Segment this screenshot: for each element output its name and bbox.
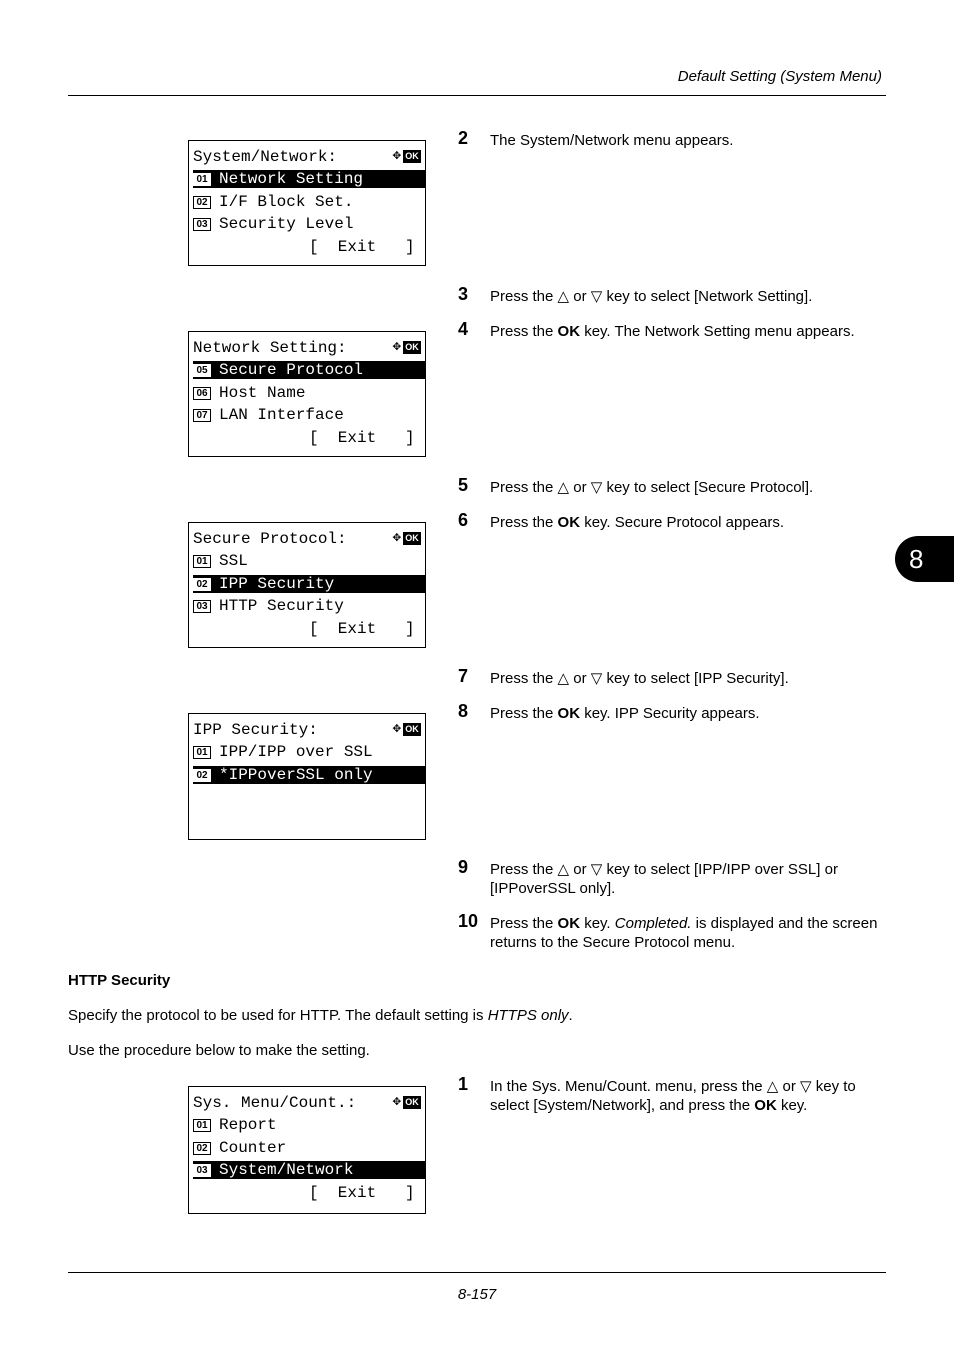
step-number: 7	[458, 666, 469, 686]
item-number-badge: 02	[193, 578, 211, 591]
lcd-screen-secure-protocol	[188, 522, 426, 648]
step-text: The System/Network menu appears.	[490, 132, 734, 149]
step-text: Press the △ or ▽ key to select [IPP Security].	[490, 670, 789, 687]
screen-menu-item	[193, 766, 425, 784]
screen-title: Secure Protocol:	[193, 530, 347, 548]
four-way-arrow-icon: ✥	[392, 1094, 401, 1110]
item-label: IPP/IPP over SSL	[219, 743, 373, 761]
item-label: LAN Interface	[219, 406, 344, 424]
item-number-badge: 01	[193, 173, 211, 186]
item-number-badge: 03	[193, 600, 211, 613]
step-number: 4	[458, 319, 469, 339]
header-rule	[68, 95, 886, 96]
step-text: Press the △ or ▽ key to select [Secure Protocol].	[490, 479, 814, 496]
item-label: Report	[219, 1116, 277, 1134]
ok-key-icon: OK	[403, 341, 421, 354]
page-number: 8-157	[457, 1286, 497, 1303]
item-label: I/F Block Set.	[219, 192, 354, 211]
item-number-badge: 07	[193, 409, 211, 422]
screen-menu-item	[193, 361, 425, 379]
exit-softkey: [ Exit ]	[309, 429, 415, 447]
footer-rule	[68, 1272, 886, 1273]
ok-key-icon: OK	[403, 532, 421, 545]
item-number-badge: 01	[193, 746, 211, 759]
item-number-badge: 01	[193, 1119, 211, 1132]
section-paragraph-2: Use the procedure below to make the setting.	[68, 1042, 370, 1059]
item-label: System/Network	[219, 1161, 354, 1179]
four-way-arrow-icon: ✥	[392, 530, 401, 546]
lcd-screen-ipp-security	[188, 713, 426, 840]
step-number: 9	[458, 857, 469, 877]
screen-menu-item	[193, 384, 425, 402]
step-text: In the Sys. Menu/Count. menu, press the △ or ▽ key to select [System/Network], and press the OK key.	[490, 1078, 856, 1114]
exit-softkey: [ Exit ]	[309, 238, 415, 256]
screen-menu-item	[193, 597, 425, 615]
screen-title: IPP Security:	[193, 721, 318, 739]
step-number: 1	[458, 1074, 469, 1094]
screen-menu-item	[193, 406, 425, 424]
item-label: Host Name	[219, 383, 306, 402]
item-number-badge: 03	[193, 1164, 211, 1177]
screen-menu-item	[193, 1116, 425, 1134]
screen-menu-item	[193, 575, 425, 593]
ok-key-icon: OK	[403, 1096, 421, 1109]
item-number-badge: 05	[193, 364, 211, 377]
item-number-badge: 02	[193, 1142, 211, 1155]
screen-menu-item	[193, 1139, 425, 1157]
item-label: SSL	[219, 552, 248, 570]
section-heading: HTTP Security	[68, 972, 171, 989]
screen-menu-item	[193, 215, 425, 233]
step-number: 5	[458, 475, 469, 495]
step-text: Press the △ or ▽ key to select [Network Setting].	[490, 288, 813, 305]
exit-softkey: [ Exit ]	[309, 620, 415, 638]
four-way-arrow-icon: ✥	[392, 148, 401, 164]
item-label: Counter	[219, 1138, 287, 1157]
item-label: *IPPoverSSL only	[219, 765, 373, 784]
item-label: Network Setting	[219, 170, 364, 188]
item-number-badge: 01	[193, 555, 211, 568]
screen-title: Network Setting:	[193, 339, 347, 357]
step-number: 8	[458, 701, 469, 721]
exit-softkey: [ Exit ]	[309, 1184, 415, 1202]
step-text: Press the OK key. IPP Security appears.	[490, 705, 760, 722]
step-number: 10	[458, 911, 479, 931]
item-number-badge: 02	[193, 196, 211, 209]
chapter-tab: 8	[895, 536, 954, 582]
lcd-screen-network-setting	[188, 331, 426, 457]
running-header: Default Setting (System Menu)	[677, 68, 882, 85]
step-text: Press the OK key. The Network Setting menu appears.	[490, 323, 855, 340]
step-text: Press the OK key. Completed. is displayed and the screen returns to the Secure Protocol menu.	[490, 915, 878, 951]
screen-menu-item	[193, 552, 425, 570]
step-number: 2	[458, 128, 469, 148]
item-label: Secure Protocol	[219, 361, 364, 379]
lcd-screen-sys-menu-count	[188, 1086, 426, 1214]
item-label: Security Level	[219, 215, 354, 233]
screen-menu-item	[193, 743, 425, 761]
screen-menu-item	[193, 193, 425, 211]
step-number: 6	[458, 510, 469, 530]
step-text: Press the △ or ▽ key to select [IPP/IPP over SSL] or [IPPoverSSL only].	[490, 861, 838, 897]
item-label: HTTP Security	[219, 597, 344, 615]
step-number: 3	[458, 284, 469, 304]
screen-menu-item	[193, 1161, 425, 1179]
item-label: IPP Security	[219, 574, 335, 593]
item-number-badge: 02	[193, 769, 211, 782]
item-number-badge: 06	[193, 387, 211, 400]
four-way-arrow-icon: ✥	[392, 721, 401, 737]
screen-title: Sys. Menu/Count.:	[193, 1094, 357, 1112]
ok-key-icon: OK	[403, 150, 421, 163]
lcd-screen-system-network	[188, 140, 426, 266]
four-way-arrow-icon: ✥	[392, 339, 401, 355]
screen-menu-item	[193, 170, 425, 188]
ok-key-icon: OK	[403, 723, 421, 736]
step-text: Press the OK key. Secure Protocol appears.	[490, 514, 785, 531]
screen-title: System/Network:	[193, 148, 338, 166]
section-paragraph-1: Specify the protocol to be used for HTTP. The default setting is HTTPS only.	[68, 1007, 573, 1024]
item-number-badge: 03	[193, 218, 211, 231]
